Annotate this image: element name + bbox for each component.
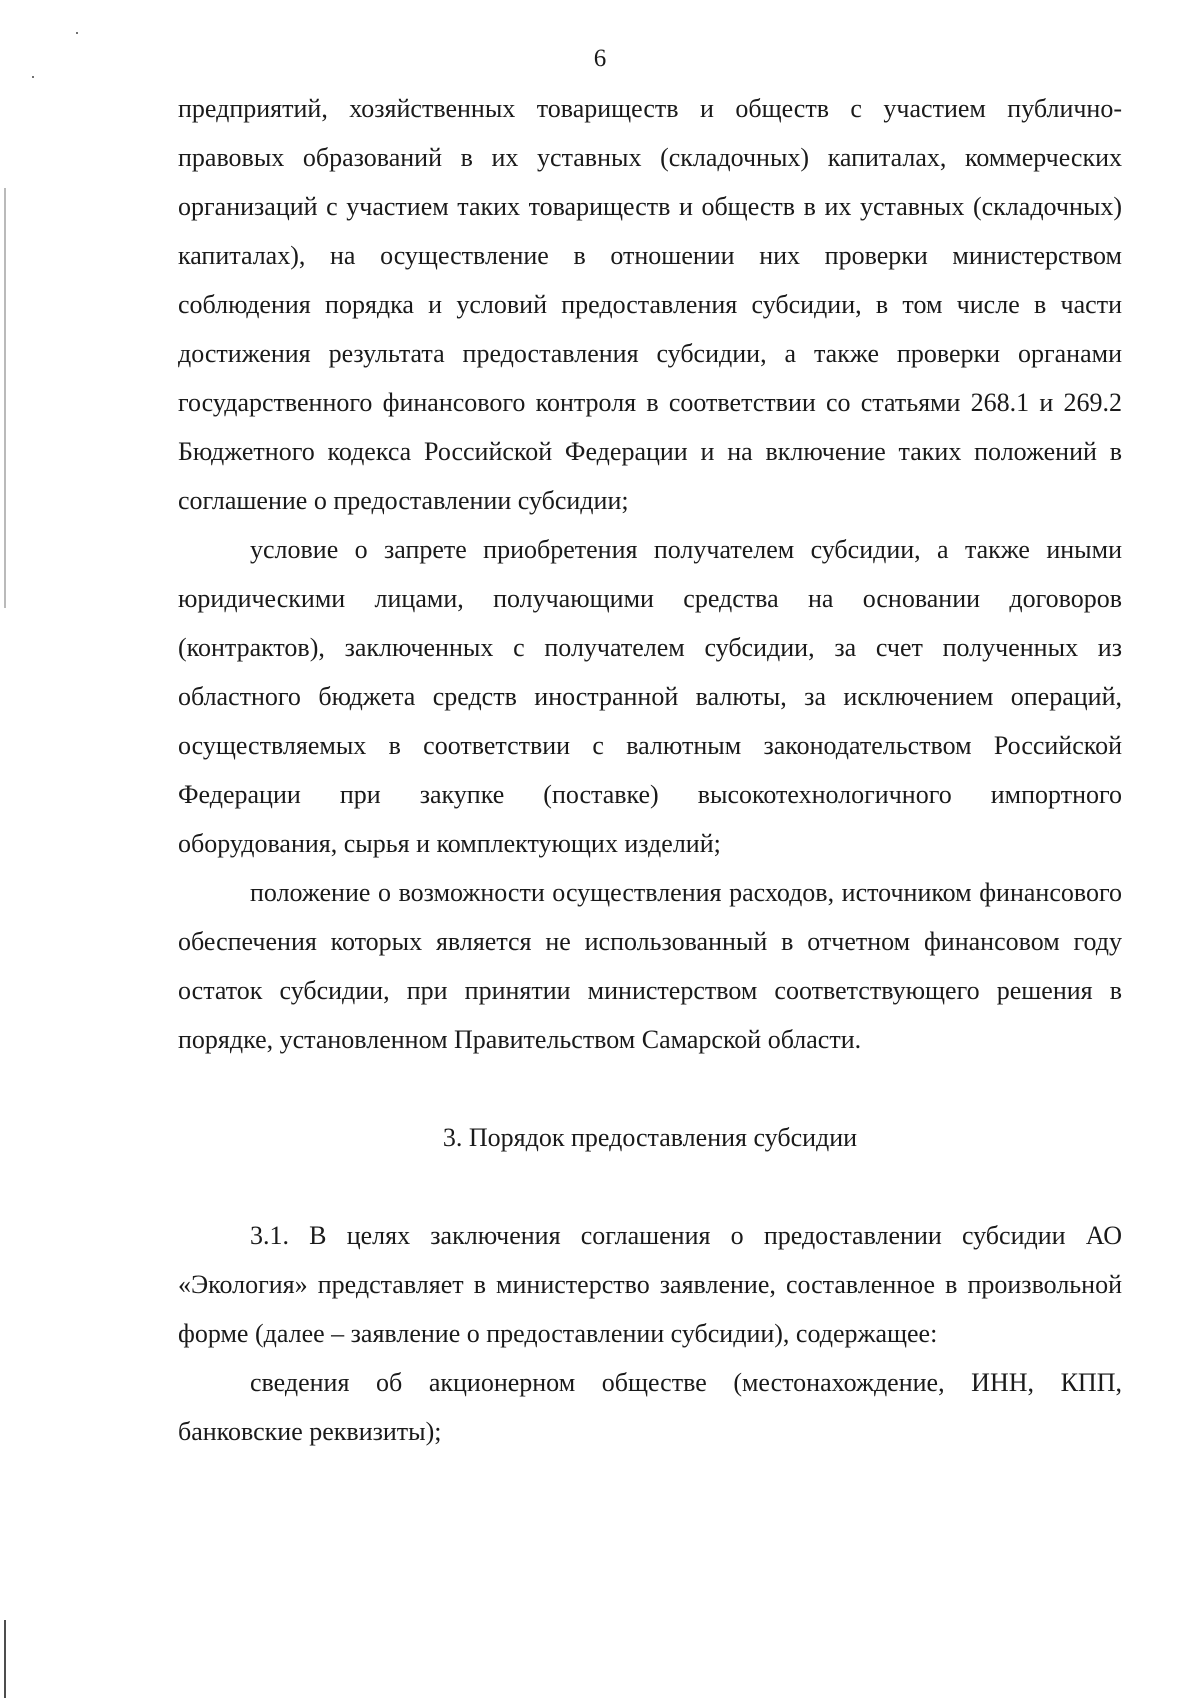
paragraph-expenses-provision: положение о возможности осуществления расходов, источником финансового обеспечения которых является не использованный в отчетном финансовом году остаток субсидии, при принятии министерством соответствующего решения в порядке, установленном Правительством Самарской области. xyxy=(178,878,1122,1054)
scan-edge-mark xyxy=(4,1620,6,1698)
scan-speck xyxy=(32,76,34,78)
paragraph-currency-condition: условие о запрете приобретения получателем субсидии, а также иными юридическими лицами, получающими средства на основании договоров (контрактов), заключенных с получателем субсидии, за счет полученных из областного бюджета средств иностранной валюты, за исключением операций, осуществляемых в соответствии с валютным законодательством Российской Федерации при закупке (поставке) высокотехнологичного импортного оборудования, сырья и комплектующих изделий; xyxy=(178,535,1122,858)
document-body xyxy=(178,84,1122,1456)
scan-speck xyxy=(76,32,78,34)
page-number: 6 xyxy=(593,45,607,72)
scan-edge-mark xyxy=(4,188,6,608)
paragraph-3-1: 3.1. В целях заключения соглашения о предоставлении субсидии АО «Экология» представляет в министерство заявление, составленное в произвольной форме (далее – заявление о предоставлении субсидии), содержащее: xyxy=(178,1221,1122,1348)
paragraph-company-details: сведения об акционерном обществе (местонахождение, ИНН, КПП, банковские реквизиты); xyxy=(178,1368,1122,1446)
paragraph-continuation: предприятий, хозяйственных товариществ и обществ с участием публично-правовых образований в их уставных (складочных) капиталах, коммерческих организаций с участием таких товариществ и обществ в их уставных (складочных) капиталах), на осуществление в отношении них проверки министерством соблюдения порядка и условий предоставления субсидии, в том числе в части достижения результата предоставления субсидии, а также проверки органами государственного финансового контроля в соответствии со статьями 268.1 и 269.2 Бюджетного кодекса Российской Федерации и на включение таких положений в соглашение о предоставлении субсидии; xyxy=(178,94,1122,515)
section-heading: 3. Порядок предоставления субсидии xyxy=(442,1123,858,1152)
